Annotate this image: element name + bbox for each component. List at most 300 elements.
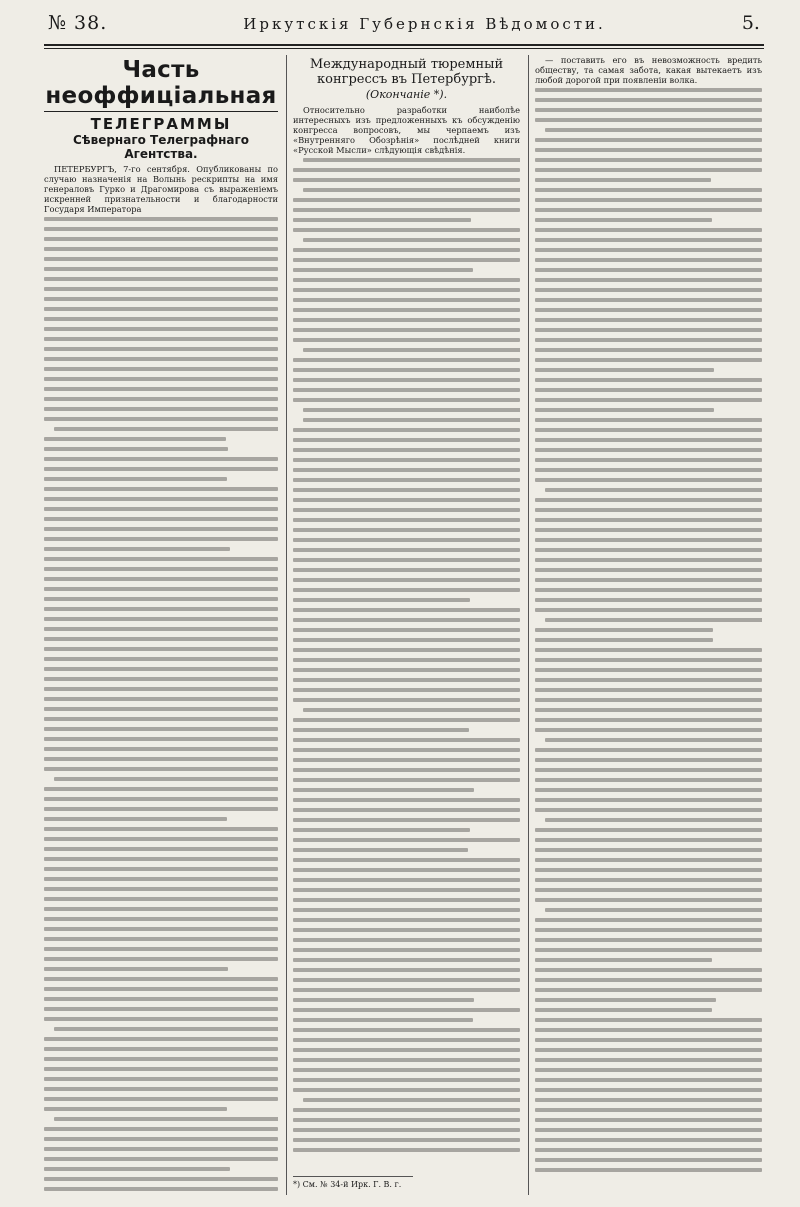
article-footnote: *) См. № 34-й Ирк. Г. В. г.	[293, 1176, 413, 1189]
text-line	[293, 735, 520, 745]
text-line	[44, 794, 278, 804]
text-line	[535, 735, 762, 745]
text-line	[535, 225, 762, 235]
text-line	[44, 444, 278, 454]
text-line	[293, 605, 520, 615]
text-line	[293, 775, 520, 785]
text-line	[44, 874, 278, 884]
text-line	[535, 955, 762, 965]
article-title: Международный тюремный конгрессъ въ Петербургѣ.	[309, 57, 504, 87]
text-line	[44, 604, 278, 614]
text-line	[535, 1145, 762, 1155]
text-line	[293, 705, 520, 715]
text-line	[293, 1115, 520, 1125]
text-line	[293, 505, 520, 515]
text-line	[535, 1075, 762, 1085]
text-line	[535, 285, 762, 295]
text-line	[293, 425, 520, 435]
text-line	[535, 745, 762, 755]
text-line	[293, 465, 520, 475]
text-line	[293, 1025, 520, 1035]
text-line	[44, 1014, 278, 1024]
text-line	[44, 894, 278, 904]
text-line	[293, 955, 520, 965]
section-rule	[44, 111, 278, 112]
text-line	[535, 695, 762, 705]
text-line	[293, 405, 520, 415]
text-line	[535, 565, 762, 575]
text-line	[535, 85, 762, 95]
text-line	[535, 675, 762, 685]
text-line	[44, 1194, 278, 1195]
text-line	[44, 1104, 278, 1114]
right-column	[528, 55, 762, 1195]
text-line	[293, 995, 520, 1005]
text-line	[293, 895, 520, 905]
telegrams-heading: ТЕЛЕГРАММЫ	[90, 115, 232, 133]
text-line	[535, 895, 762, 905]
text-line	[535, 665, 762, 675]
text-line	[44, 634, 278, 644]
text-line	[44, 984, 278, 994]
text-line	[293, 215, 520, 225]
text-line	[293, 445, 520, 455]
text-line	[293, 335, 520, 345]
text-line	[293, 485, 520, 495]
right-column-text-lines	[535, 85, 762, 1175]
text-line	[535, 1165, 762, 1175]
text-line	[293, 655, 520, 665]
text-line	[293, 915, 520, 925]
text-line	[293, 865, 520, 875]
text-line	[44, 584, 278, 594]
text-line	[44, 1164, 278, 1174]
article-subtitle: (Окончаніе *).	[365, 88, 448, 101]
text-line	[535, 215, 762, 225]
text-line	[293, 475, 520, 485]
text-line	[293, 255, 520, 265]
text-line	[44, 594, 278, 604]
text-line	[293, 1085, 520, 1095]
text-line	[535, 605, 762, 615]
text-line	[293, 515, 520, 525]
text-line	[535, 1105, 762, 1115]
text-line	[44, 774, 278, 784]
text-line	[535, 865, 762, 875]
text-line	[44, 354, 278, 364]
text-line	[293, 535, 520, 545]
text-line	[293, 1015, 520, 1025]
text-line	[44, 744, 278, 754]
text-line	[44, 484, 278, 494]
columns	[44, 55, 764, 1195]
text-line	[44, 814, 278, 824]
text-line	[44, 284, 278, 294]
text-line	[293, 235, 520, 245]
text-line	[293, 925, 520, 935]
text-line	[535, 495, 762, 505]
text-line	[535, 1005, 762, 1015]
text-line	[44, 414, 278, 424]
text-line	[535, 635, 762, 645]
text-line	[293, 345, 520, 355]
text-line	[293, 495, 520, 505]
middle-column-text-lines	[293, 155, 520, 1155]
text-line	[293, 1005, 520, 1015]
text-line	[44, 1034, 278, 1044]
text-line	[293, 1125, 520, 1135]
text-line	[293, 415, 520, 425]
text-line	[293, 295, 520, 305]
text-line	[44, 714, 278, 724]
text-line	[44, 1154, 278, 1164]
text-line	[44, 1004, 278, 1014]
text-line	[44, 514, 278, 524]
text-line	[535, 465, 762, 475]
text-line	[293, 375, 520, 385]
text-line	[44, 854, 278, 864]
text-line	[293, 545, 520, 555]
text-line	[44, 1144, 278, 1154]
text-line	[535, 835, 762, 845]
text-line	[293, 245, 520, 255]
text-line	[293, 755, 520, 765]
text-line	[44, 1044, 278, 1054]
text-line	[293, 175, 520, 185]
text-line	[293, 1045, 520, 1055]
text-line	[535, 595, 762, 605]
text-line	[535, 805, 762, 815]
text-line	[535, 885, 762, 895]
text-line	[535, 1025, 762, 1035]
text-line	[44, 344, 278, 354]
text-line	[535, 995, 762, 1005]
text-line	[535, 425, 762, 435]
text-line	[44, 1124, 278, 1134]
text-line	[535, 165, 762, 175]
text-line	[44, 334, 278, 344]
text-line	[44, 934, 278, 944]
text-line	[535, 535, 762, 545]
text-line	[535, 845, 762, 855]
text-line	[293, 385, 520, 395]
text-line	[293, 1035, 520, 1045]
text-line	[293, 615, 520, 625]
text-line	[44, 494, 278, 504]
text-line	[44, 304, 278, 314]
text-line	[293, 965, 520, 975]
agency-name: Сѣвернаго Телеграфнаго Агентства.	[72, 133, 250, 161]
text-line	[44, 404, 278, 414]
text-line	[535, 645, 762, 655]
text-line	[293, 155, 520, 165]
text-line	[293, 595, 520, 605]
text-line	[535, 1045, 762, 1055]
text-line	[535, 455, 762, 465]
text-line	[535, 345, 762, 355]
text-line	[535, 725, 762, 735]
text-line	[44, 564, 278, 574]
text-line	[44, 464, 278, 474]
text-line	[535, 925, 762, 935]
text-line	[44, 1094, 278, 1104]
text-line	[44, 1084, 278, 1094]
text-line	[535, 105, 762, 115]
text-line	[293, 165, 520, 175]
text-line	[293, 765, 520, 775]
text-line	[535, 1085, 762, 1095]
text-line	[535, 415, 762, 425]
text-line	[535, 1015, 762, 1025]
text-line	[44, 434, 278, 444]
text-line	[535, 875, 762, 885]
text-line	[44, 294, 278, 304]
text-line	[535, 855, 762, 865]
text-line	[293, 325, 520, 335]
right-opening-paragraph: — поставить его въ невозможность вредить обществу, та самая забота, какая вытекаетъ изъ любой дорогой при появленіи волка.	[535, 55, 762, 85]
text-line	[293, 625, 520, 635]
text-line	[44, 834, 278, 844]
text-line	[293, 795, 520, 805]
text-line	[44, 454, 278, 464]
issue-number: № 38.	[48, 12, 108, 34]
text-line	[293, 945, 520, 955]
text-line	[44, 954, 278, 964]
text-line	[535, 265, 762, 275]
text-line	[44, 804, 278, 814]
text-line	[535, 985, 762, 995]
text-line	[293, 635, 520, 645]
text-line	[535, 435, 762, 445]
text-line	[535, 815, 762, 825]
text-line	[293, 1075, 520, 1085]
text-line	[44, 524, 278, 534]
text-line	[535, 375, 762, 385]
text-line	[535, 715, 762, 725]
text-line	[535, 1115, 762, 1125]
text-line	[535, 795, 762, 805]
text-line	[293, 455, 520, 465]
text-line	[535, 545, 762, 555]
text-line	[535, 295, 762, 305]
text-line	[535, 355, 762, 365]
text-line	[535, 365, 762, 375]
text-line	[535, 335, 762, 345]
text-line	[293, 185, 520, 195]
text-line	[293, 725, 520, 735]
text-line	[44, 974, 278, 984]
text-line	[535, 1135, 762, 1145]
text-line	[293, 815, 520, 825]
text-line	[535, 825, 762, 835]
text-line	[44, 684, 278, 694]
text-line	[293, 665, 520, 675]
text-line	[535, 615, 762, 625]
text-line	[44, 924, 278, 934]
text-line	[535, 135, 762, 145]
text-line	[293, 835, 520, 845]
text-line	[293, 1105, 520, 1115]
text-line	[535, 1065, 762, 1075]
text-line	[535, 905, 762, 915]
text-line	[535, 395, 762, 405]
text-line	[44, 914, 278, 924]
text-line	[535, 775, 762, 785]
text-line	[293, 305, 520, 315]
text-line	[293, 1145, 520, 1155]
text-line	[44, 704, 278, 714]
text-line	[293, 645, 520, 655]
left-column	[44, 55, 278, 1195]
text-line	[535, 485, 762, 495]
text-line	[535, 975, 762, 985]
text-line	[44, 324, 278, 334]
text-line	[44, 964, 278, 974]
text-line	[293, 785, 520, 795]
text-line	[535, 515, 762, 525]
text-line	[293, 905, 520, 915]
text-line	[293, 525, 520, 535]
text-line	[293, 745, 520, 755]
running-header	[44, 12, 764, 40]
text-line	[293, 1065, 520, 1075]
newspaper-title: Иркутскія Губернскія Вѣдомости.	[243, 15, 606, 33]
text-line	[535, 475, 762, 485]
text-line	[44, 654, 278, 664]
section-title: Часть неоффиціальная	[45, 57, 277, 109]
text-line	[535, 1055, 762, 1065]
text-line	[293, 265, 520, 275]
text-line	[535, 325, 762, 335]
text-line	[535, 555, 762, 565]
text-line	[535, 95, 762, 105]
text-line	[535, 935, 762, 945]
text-line	[535, 705, 762, 715]
text-line	[293, 285, 520, 295]
text-line	[535, 155, 762, 165]
text-line	[535, 195, 762, 205]
text-line	[44, 644, 278, 654]
text-line	[535, 765, 762, 775]
text-line	[293, 1095, 520, 1105]
text-line	[44, 214, 278, 224]
text-line	[535, 755, 762, 765]
page-number: 5.	[741, 12, 760, 34]
text-line	[44, 844, 278, 854]
text-line	[44, 504, 278, 514]
text-line	[44, 864, 278, 874]
text-line	[44, 274, 278, 284]
text-line	[535, 205, 762, 215]
text-line	[44, 674, 278, 684]
text-line	[44, 724, 278, 734]
text-line	[44, 1184, 278, 1194]
middle-column	[286, 55, 520, 1195]
text-line	[535, 505, 762, 515]
text-line	[293, 195, 520, 205]
text-line	[44, 614, 278, 624]
text-line	[44, 1114, 278, 1124]
middle-opening-paragraph: Относительно разработки наиболѣе интересныхъ изъ предложенныхъ къ обсужденію конгресса вопросовъ, мы черпаемъ изъ «Внутренняго Обозрѣнія» послѣдней книги «Русской Мысли» слѣдующія свѣдѣнія.	[293, 105, 520, 155]
text-line	[44, 384, 278, 394]
text-line	[44, 1174, 278, 1184]
text-line	[535, 125, 762, 135]
text-line	[293, 355, 520, 365]
text-line	[535, 245, 762, 255]
text-line	[293, 985, 520, 995]
text-line	[44, 624, 278, 634]
text-line	[44, 1074, 278, 1084]
text-line	[535, 305, 762, 315]
text-line	[44, 224, 278, 234]
text-line	[44, 244, 278, 254]
text-line	[535, 685, 762, 695]
text-line	[44, 374, 278, 384]
text-line	[44, 234, 278, 244]
text-line	[293, 695, 520, 705]
text-line	[293, 205, 520, 215]
text-line	[535, 655, 762, 665]
text-line	[44, 1134, 278, 1144]
text-line	[535, 385, 762, 395]
text-line	[535, 185, 762, 195]
text-line	[535, 175, 762, 185]
text-line	[293, 715, 520, 725]
text-line	[44, 544, 278, 554]
text-line	[44, 784, 278, 794]
text-line	[535, 235, 762, 245]
left-opening-paragraph: ПЕТЕРБУРГЪ, 7-го сентября. Опубликованы по случаю назначенія на Волынь рескрипты на имя генераловъ Гурко и Драгомирова съ выраженіемъ искренней признательности и благодарности Государя Императора	[44, 164, 278, 214]
text-line	[535, 1155, 762, 1165]
text-line	[44, 364, 278, 374]
text-line	[293, 1055, 520, 1065]
text-line	[44, 424, 278, 434]
text-line	[293, 885, 520, 895]
text-line	[535, 785, 762, 795]
text-line	[293, 675, 520, 685]
text-line	[293, 805, 520, 815]
text-line	[44, 824, 278, 834]
text-line	[293, 395, 520, 405]
text-line	[293, 875, 520, 885]
text-line	[44, 474, 278, 484]
text-line	[293, 585, 520, 595]
text-line	[293, 825, 520, 835]
text-line	[44, 994, 278, 1004]
text-line	[535, 625, 762, 635]
text-line	[293, 685, 520, 695]
text-line	[44, 554, 278, 564]
text-line	[44, 1024, 278, 1034]
text-line	[535, 405, 762, 415]
text-line	[44, 944, 278, 954]
text-line	[293, 315, 520, 325]
text-line	[293, 935, 520, 945]
text-line	[293, 365, 520, 375]
text-line	[293, 565, 520, 575]
text-line	[293, 275, 520, 285]
text-line	[293, 855, 520, 865]
text-line	[44, 394, 278, 404]
text-line	[44, 664, 278, 674]
text-line	[535, 945, 762, 955]
text-line	[535, 255, 762, 265]
text-line	[44, 264, 278, 274]
text-line	[535, 575, 762, 585]
text-line	[535, 525, 762, 535]
text-line	[293, 975, 520, 985]
text-line	[535, 965, 762, 975]
